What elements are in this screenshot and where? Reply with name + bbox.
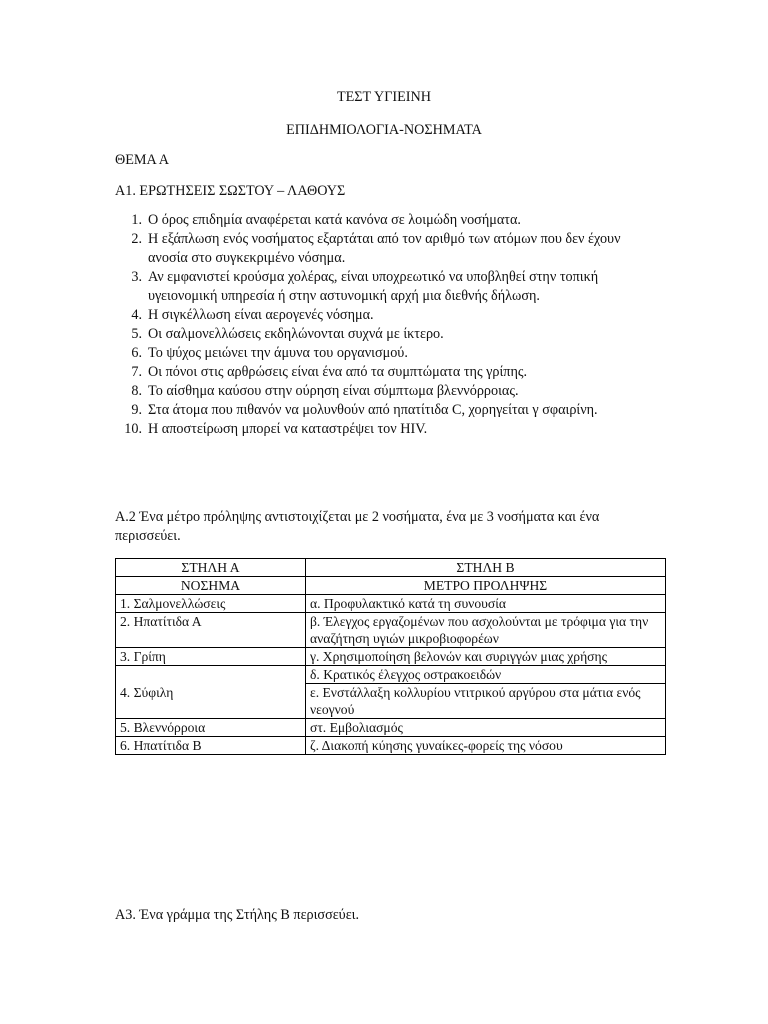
a2-intro: Α.2 Ένα μέτρο πρόληψης αντιστοιχίζεται με 2 νοσήματα, ένα με 3 νοσήματα και ένα περισσεύει. [115, 509, 600, 544]
table-row [116, 613, 666, 648]
matching-table [115, 558, 666, 755]
list-item: 5. Οι σαλμονελλώσεις εκδηλώνονται συχνά με ίκτερο. [131, 326, 444, 342]
measure-cell: γ. Χρησιμοποίηση βελονών και συριγγών μιας χρήσης [306, 648, 666, 666]
list-item: 8. Το αίσθημα καύσου στην ούρηση είναι σύμπτωμα βλεννόρροιας. [131, 383, 519, 399]
list-item: 9. Στα άτομα που πιθανόν να μολυνθούν από ηπατίτιδα C, χορηγείται γ σφαιρίνη. [131, 402, 598, 418]
list-item: 4. Η σιγκέλλωση είναι αερογενές νόσημα. [131, 307, 374, 323]
measure-cell: δ. Κρατικός έλεγχος οστρακοειδών [306, 666, 666, 684]
doc-title: ΤΕΣΤ ΥΓΙΕΙΝΗ [336, 89, 432, 105]
table-row [116, 737, 666, 755]
table-row [116, 595, 666, 613]
list-item: 10. Η αποστείρωση μπορεί να καταστρέψει τον HIV. [124, 421, 428, 437]
list-item: 2. Η εξάπλωση ενός νοσήματος εξαρτάται από τον αριθμό των ατόμων που δεν έχουν ανοσία στο συγκεκριμένο νόσημα. [131, 231, 621, 266]
theme-heading: ΘΕΜΑ Α [115, 152, 169, 168]
a3-heading: Α3. Ένα γράμμα της Στήλης Β περισσεύει. [115, 907, 360, 923]
list-item: 3. Αν εμφανιστεί κρούσμα χολέρας, είναι υποχρεωτικό να υποβληθεί στην τοπική υγειονομική υπηρεσία ή στην αστυνομική αρχή μια διεθνής δήλωση. [131, 269, 599, 304]
table-row [116, 666, 666, 684]
col-b-header: ΣΤΗΛΗ Β [306, 559, 666, 577]
col-a-header: ΣΤΗΛΗ Α [116, 559, 306, 577]
table-row [116, 719, 666, 737]
a1-heading: Α1. ΕΡΩΤΗΣΕΙΣ ΣΩΣΤΟΥ – ΛΑΘΟΥΣ [115, 183, 346, 199]
disease-cell: 1. Σαλμονελλώσεις [116, 595, 306, 613]
measure-cell: ε. Ενστάλλαξη κολλυρίου ντιτρικού αργύρου στα μάτια ενός νεογνού [306, 684, 666, 719]
measure-cell: στ. Εμβολιασμός [306, 719, 666, 737]
disease-cell: 5. Βλεννόρροια [116, 719, 306, 737]
disease-cell: 2. Ηπατίτιδα Α [116, 613, 306, 648]
true-false-list [118, 211, 658, 439]
disease-cell: 4. Σύφιλη [116, 666, 306, 719]
list-item: 1. Ο όρος επιδημία αναφέρεται κατά κανόνα σε λοιμώδη νοσήματα. [131, 212, 521, 228]
disease-cell: 6. Ηπατίτιδα Β [116, 737, 306, 755]
disease-cell: 3. Γρίπη [116, 648, 306, 666]
table-subheader-row [116, 577, 666, 595]
measure-cell: α. Προφυλακτικό κατά τη συνουσία [306, 595, 666, 613]
table-header-row [116, 559, 666, 577]
col-a-subheader: ΝΟΣΗΜΑ [116, 577, 306, 595]
measure-cell: β. Έλεγχος εργαζομένων που ασχολούνται με τρόφιμα για την αναζήτηση υγιών μικροβιοφορέων [306, 613, 666, 648]
table-row [116, 648, 666, 666]
measure-cell: ζ. Διακοπή κύησης γυναίκες-φορείς της νόσου [306, 737, 666, 755]
col-b-subheader: ΜΕΤΡΟ ΠΡΟΛΗΨΗΣ [306, 577, 666, 595]
doc-subtitle: ΕΠΙΔΗΜΙΟΛΟΓΙΑ-ΝΟΣΗΜΑΤΑ [286, 122, 482, 138]
list-item: 6. Το ψύχος μειώνει την άμυνα του οργανισμού. [131, 345, 408, 361]
list-item: 7. Οι πόνοι στις αρθρώσεις είναι ένα από τα συμπτώματα της γρίπης. [131, 364, 528, 380]
